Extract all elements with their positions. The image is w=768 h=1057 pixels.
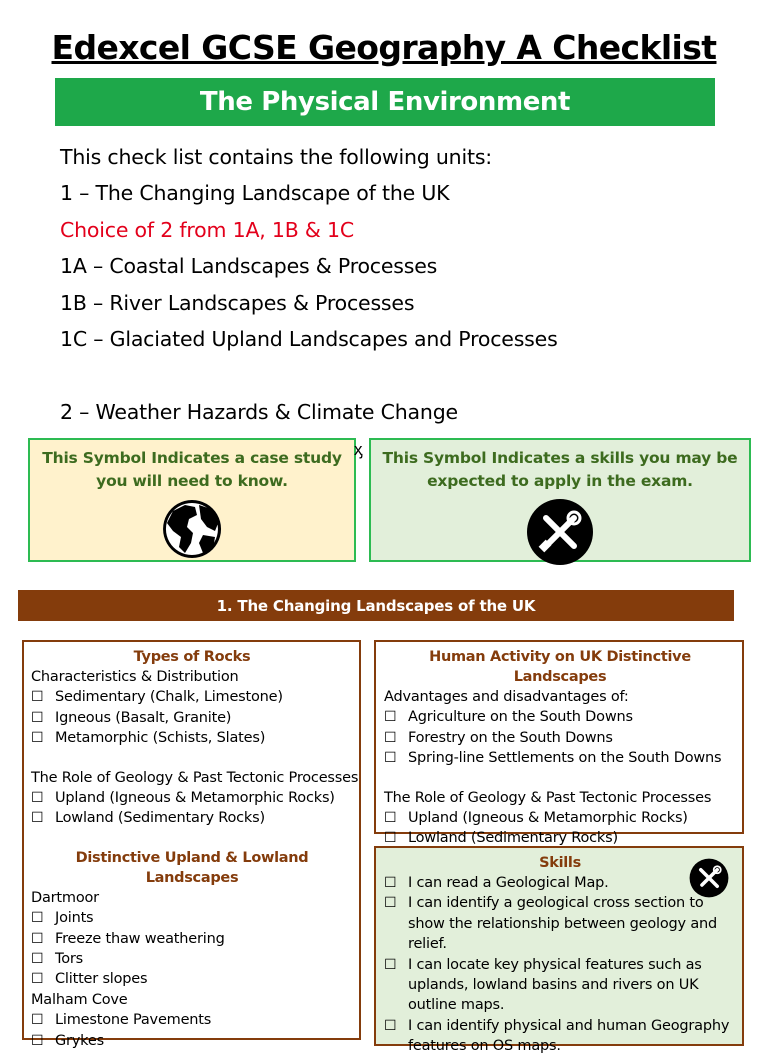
human-activity-geology-subheading: The Role of Geology & Past Tectonic Processes: [384, 789, 712, 806]
checklist-item-label: Freeze thaw weathering: [55, 930, 225, 947]
checkbox-icon[interactable]: ☐: [31, 709, 44, 726]
section-1-header: 1. The Changing Landscapes of the UK: [18, 590, 734, 621]
checklist-item-label: Igneous (Basalt, Granite): [55, 709, 232, 726]
checklist-item-label: I can identify a geological cross section to show the relationship between geology and relief.: [408, 895, 718, 953]
tools-icon: [689, 858, 729, 898]
stray-character: ᶍ: [354, 440, 363, 460]
checklist-item-label: Tors: [55, 951, 83, 968]
case-study-symbol-text: This Symbol Indicates a case study you will need to know.: [42, 449, 342, 490]
checkbox-icon[interactable]: ☐: [31, 689, 44, 706]
checklist-item[interactable]: [384, 873, 694, 893]
checklist-item[interactable]: [31, 808, 353, 828]
malham-cove-subheading: Malham Cove: [31, 991, 128, 1008]
checklist-item[interactable]: [384, 728, 736, 748]
checkbox-icon[interactable]: ☐: [384, 830, 397, 847]
checklist-item[interactable]: [31, 949, 353, 969]
checkbox-icon[interactable]: ☐: [31, 810, 44, 827]
checklist-item-label: Upland (Igneous & Metamorphic Rocks): [55, 790, 335, 807]
checklist-item[interactable]: [31, 1010, 353, 1030]
skills-symbol-box: [369, 438, 751, 562]
skills-title: Skills: [539, 855, 581, 871]
checklist-item[interactable]: [31, 1031, 353, 1051]
intro-line-0: This check list contains the following units:: [60, 145, 493, 169]
checklist-item[interactable]: [384, 748, 736, 768]
checklist-item-label: Spring-line Settlements on the South Downs: [408, 750, 722, 767]
checklist-item[interactable]: [384, 1016, 736, 1057]
rocks-subheading-geology: The Role of Geology & Past Tectonic Processes: [31, 769, 359, 786]
checkbox-icon[interactable]: ☐: [31, 930, 44, 947]
intro-line-choice: Choice of 2 from 1A, 1B & 1C: [60, 218, 354, 242]
checklist-item-label: Upland (Igneous & Metamorphic Rocks): [408, 810, 688, 827]
human-activity-panel: [374, 640, 744, 847]
checklist-item[interactable]: [31, 969, 353, 989]
checklist-item[interactable]: [384, 707, 736, 727]
banner-physical-environment: The Physical Environment: [55, 78, 715, 126]
checklist-item[interactable]: [31, 728, 353, 748]
rocks-subheading-characteristics: Characteristics & Distribution: [31, 669, 239, 685]
checklist-item-label: I can locate key physical features such as uplands, lowland basins and rivers on UK outline maps.: [408, 956, 702, 1014]
checklist-item[interactable]: [31, 687, 353, 707]
checklist-item[interactable]: [31, 908, 353, 928]
checklist-item-label: Grykes: [55, 1032, 104, 1049]
checkbox-icon[interactable]: ☐: [31, 730, 44, 747]
skills-symbol-text: This Symbol Indicates a skills you may be expected to apply in the exam.: [382, 449, 738, 490]
checklist-item[interactable]: [384, 955, 736, 1016]
checkbox-icon[interactable]: ☐: [384, 709, 397, 726]
intro-line-1b: 1B – River Landscapes & Processes: [60, 291, 415, 315]
intro-line-1: 1 – The Changing Landscape of the UK: [60, 181, 450, 205]
checklist-item-label: Forestry on the South Downs: [408, 729, 613, 746]
checklist-item-label: Joints: [55, 910, 94, 927]
checkbox-icon[interactable]: ☐: [384, 875, 397, 891]
skills-panel: [374, 846, 744, 1055]
intro-line-1c: 1C – Glaciated Upland Landscapes and Processes: [60, 327, 558, 351]
checkbox-icon[interactable]: ☐: [384, 810, 397, 827]
checkbox-icon[interactable]: ☐: [31, 951, 44, 968]
page-title: Edexcel GCSE Geography A Checklist: [51, 28, 717, 67]
checkbox-icon[interactable]: ☐: [31, 1032, 44, 1049]
types-of-rocks-title: Types of Rocks: [133, 649, 251, 665]
checkbox-icon[interactable]: ☐: [31, 1012, 44, 1029]
checkbox-icon[interactable]: ☐: [31, 910, 44, 927]
case-study-symbol-box: [28, 438, 356, 562]
checkbox-icon[interactable]: ☐: [384, 729, 397, 746]
globe-icon: [159, 497, 225, 561]
checklist-item[interactable]: [31, 708, 353, 728]
checklist-item-label: Sedimentary (Chalk, Limestone): [55, 689, 283, 706]
checklist-item-label: Lowland (Sedimentary Rocks): [55, 810, 265, 827]
checkbox-icon[interactable]: ☐: [31, 971, 44, 988]
checklist-item-label: I can identify physical and human Geography features on OS maps.: [408, 1017, 730, 1055]
checklist-item[interactable]: [31, 788, 353, 808]
checklist-item-label: Metamorphic (Schists, Slates): [55, 730, 266, 747]
checklist-item-label: Limestone Pavements: [55, 1012, 212, 1029]
checklist-item-label: I can read a Geological Map.: [408, 875, 609, 891]
checklist-item-label: Agriculture on the South Downs: [408, 709, 633, 726]
checkbox-icon[interactable]: ☐: [384, 750, 397, 767]
checkbox-icon[interactable]: ☐: [384, 956, 397, 973]
checklist-item-label: Lowland (Sedimentary Rocks): [408, 830, 618, 847]
checkbox-icon[interactable]: ☐: [384, 895, 397, 912]
types-of-rocks-panel: [22, 640, 361, 1049]
human-activity-subheading: Advantages and disadvantages of:: [384, 689, 629, 705]
checklist-item[interactable]: [384, 808, 736, 828]
checkbox-icon[interactable]: ☐: [384, 1017, 397, 1034]
checklist-item[interactable]: [31, 929, 353, 949]
tools-icon: [526, 498, 594, 566]
checkbox-icon[interactable]: ☐: [31, 790, 44, 807]
intro-line-2: 2 – Weather Hazards & Climate Change: [60, 400, 458, 424]
checklist-item[interactable]: [384, 893, 736, 954]
upland-lowland-title: Distinctive Upland & Lowland Landscapes: [75, 849, 309, 886]
intro-line-1a: 1A – Coastal Landscapes & Processes: [60, 254, 438, 278]
human-activity-title: Human Activity on UK Distinctive Landscapes: [429, 649, 691, 685]
dartmoor-subheading: Dartmoor: [31, 889, 99, 906]
checklist-item-label: Clitter slopes: [55, 971, 148, 988]
